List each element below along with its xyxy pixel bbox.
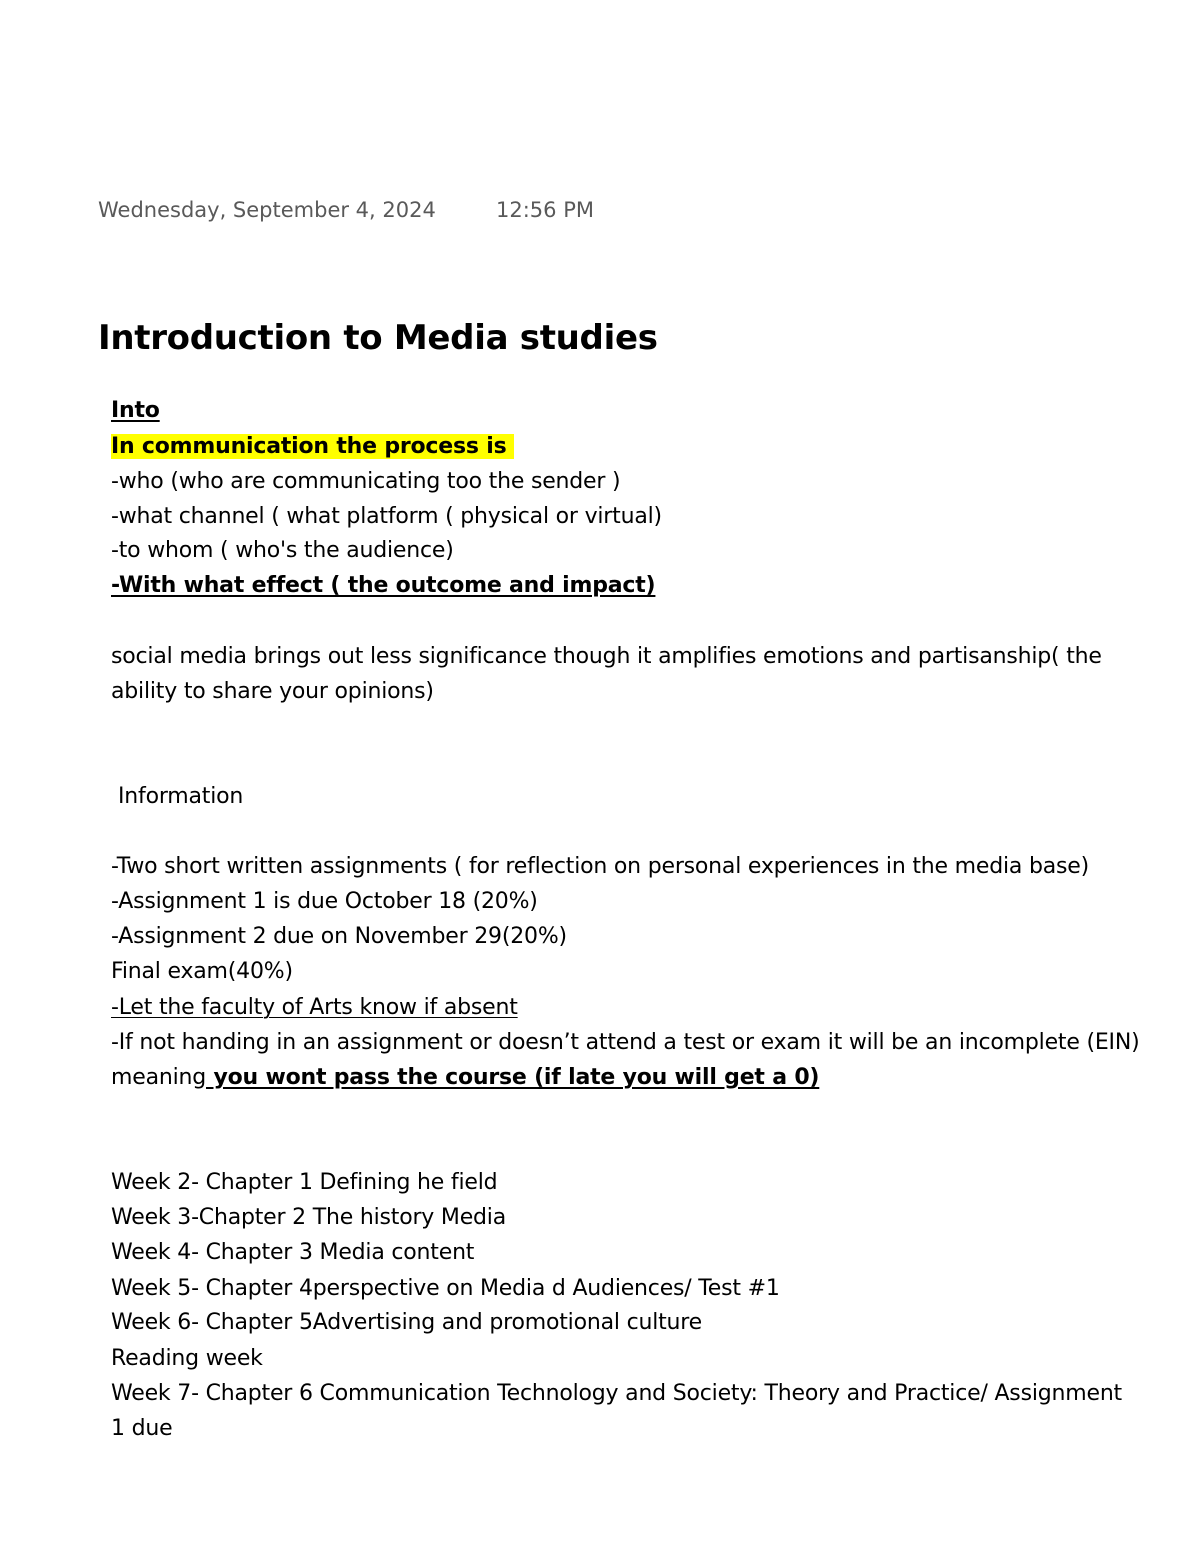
list-item: Final exam(40%) <box>111 959 293 984</box>
note-time: 12:56 PM <box>496 198 594 222</box>
process-label-highlight: In communication the process is <box>111 434 514 459</box>
list-item: -If not handing in an assignment or doesn’t attend a test or exam it will be an incomplete (EIN) <box>111 1030 1140 1055</box>
schedule-item: Week 7- Chapter 6 Communication Technology and Society: Theory and Practice/ Assignment <box>111 1381 1122 1406</box>
meaning-line <box>111 1063 819 1093</box>
schedule-item: 1 due <box>111 1416 173 1441</box>
schedule-item: Week 2- Chapter 1 Defining he field <box>111 1170 498 1195</box>
note-timestamp <box>98 198 594 222</box>
meaning-prefix: meaning <box>111 1065 207 1090</box>
list-item: -Assignment 1 is due October 18 (20%) <box>111 889 538 914</box>
list-item: -Two short written assignments ( for reflection on personal experiences in the media base) <box>111 854 1089 879</box>
intro-heading: Into <box>111 398 160 423</box>
schedule-item: Week 3-Chapter 2 The history Media <box>111 1205 506 1230</box>
list-item-emphasis: -With what effect ( the outcome and impact) <box>111 573 656 598</box>
schedule-item: Week 6- Chapter 5Advertising and promotional culture <box>111 1310 702 1335</box>
list-item: -to whom ( who's the audience) <box>111 538 454 563</box>
process-label <box>111 432 514 462</box>
schedule-item: Week 5- Chapter 4perspective on Media d Audiences/ Test #1 <box>111 1276 780 1301</box>
meaning-emphasis: you wont pass the course (if late you will get a 0) <box>206 1065 820 1090</box>
page-title: Introduction to Media studies <box>98 318 658 358</box>
list-item: -Assignment 2 due on November 29(20%) <box>111 924 567 949</box>
paragraph-line: social media brings out less significance though it amplifies emotions and partisanship( the <box>111 644 1102 669</box>
schedule-item: Reading week <box>111 1346 263 1371</box>
list-item-underlined: -Let the faculty of Arts know if absent <box>111 995 518 1020</box>
schedule-item: Week 4- Chapter 3 Media content <box>111 1240 475 1265</box>
information-heading: Information <box>118 784 244 809</box>
paragraph-line: ability to share your opinions) <box>111 679 434 704</box>
note-date: Wednesday, September 4, 2024 <box>98 198 436 222</box>
list-item: -who (who are communicating too the sender ) <box>111 469 621 494</box>
list-item: -what channel ( what platform ( physical or virtual) <box>111 504 662 529</box>
